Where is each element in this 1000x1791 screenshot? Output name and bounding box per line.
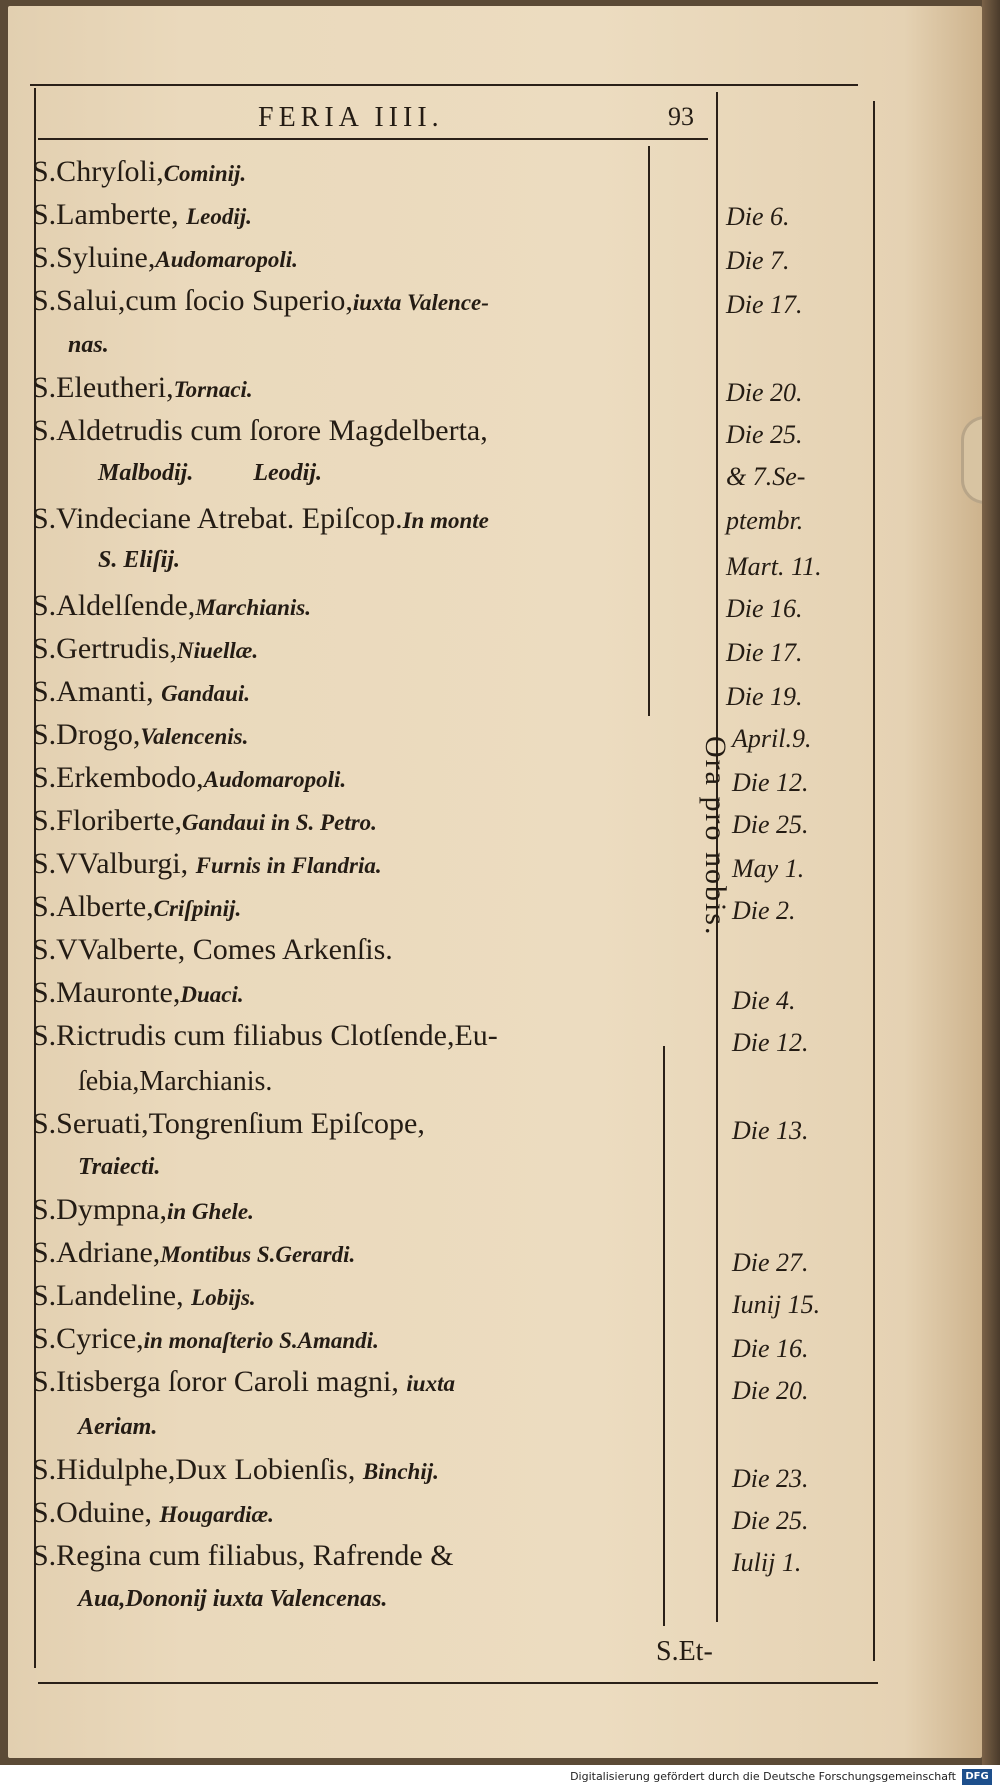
date: Die 13. [732,1116,809,1145]
entry: S.Lamberte, Leodij. [32,198,252,231]
entry: S.VValburgi, Furnis in Flandria. [32,847,382,880]
entry: S.Erkembodo,Audomaropoli. [32,761,347,794]
date: April.9. [732,724,812,753]
date: Die 16. [732,1334,809,1363]
entry: S.Amanti, Gandaui. [32,675,251,708]
entry: S.Dympna,in Ghele. [32,1193,254,1226]
header-rule [38,138,708,140]
entry: S.Aldetrudis cum ſorore Magdelberta, [32,414,488,447]
date: Die 25. [732,810,809,839]
date: Die 27. [732,1248,809,1277]
entry-continuation: S. Eliſij. [98,547,181,573]
date: Die 16. [726,594,803,623]
entry: S.Hidulphe,Dux Lobienſis, Binchij. [32,1453,439,1486]
page-number: 93 [668,102,694,131]
footer-bar [0,1765,1000,1791]
entry: S.Regina cum filiabus, Rafrende & [32,1539,454,1572]
date: Die 2. [732,896,796,925]
entry: S.Chryſoli,Cominij. [32,155,247,188]
date: Iulij 1. [732,1548,802,1577]
column-rule-1 [648,146,650,716]
entry: S.Aldelſende,Marchianis. [32,589,311,622]
entry: S.Syluine,Audomaropoli. [32,241,298,274]
entry: S.Itisberga ſoror Caroli magni, iuxta [32,1365,455,1398]
date: Iunij 15. [732,1290,821,1319]
bottom-rule [38,1682,878,1684]
dfg-logo-icon: DFG [962,1769,992,1785]
date: Die 17. [726,290,803,319]
entry: S.Alberte,Criſpinij. [32,890,242,923]
date: ptembr. [726,506,804,535]
footer-credit: Digitalisierung gefördert durch die Deutsche Forschungsgemeinschaft [570,1770,956,1783]
top-rule [30,84,858,86]
entry-continuation: Traiecti. [78,1154,161,1180]
page-header [38,98,708,138]
entry-continuation: Aua,Dononij iuxta Valencenas. [78,1586,388,1612]
entry: S.Drogo,Valencenis. [32,718,249,751]
date: Die 20. [726,378,803,407]
date: Die 23. [732,1464,809,1493]
entry: S.Oduine, Hougardiæ. [32,1496,274,1529]
entry: S.Gertrudis,Niuellæ. [32,632,259,665]
entry-continuation: ſebia,Marchianis. [78,1066,273,1097]
entry: S.Cyrice,in monaſterio S.Amandi. [32,1322,379,1355]
date: Die 4. [732,986,796,1015]
date: Die 12. [732,768,809,797]
date: Die 6. [726,202,790,231]
date: Die 17. [726,638,803,667]
entry: S.Floriberte,Gandaui in S. Petro. [32,804,377,837]
entry: S.Seruati,Tongrenſium Epiſcope, [32,1107,425,1140]
date: & 7.Se- [726,462,806,491]
entry-continuation: nas. [68,332,109,358]
date: Die 19. [726,682,803,711]
page-edge [982,0,1000,1765]
entry: S.Mauronte,Duaci. [32,976,244,1009]
entry: S.Salui,cum ſocio Superio,iuxta Valence- [32,284,489,317]
entry: S.Adriane,Montibus S.Gerardi. [32,1236,356,1269]
entry: S.Landeline, Lobijs. [32,1279,256,1312]
entry: S.Vindeciane Atrebat. Epiſcop.In monte [32,502,489,535]
date: Die 12. [732,1028,809,1057]
date: Die 25. [726,420,803,449]
book-page [8,6,982,1758]
date: Die 7. [726,246,790,275]
right-border [873,101,875,1661]
running-head: FERIA IIII. [258,102,444,133]
entry-continuation: Malbodij. Leodij. [98,460,322,486]
refrain-text: Ora pro nobis. [699,736,732,937]
entry-continuation: Aeriam. [78,1414,158,1440]
date: Mart. 11. [726,552,822,581]
date: May 1. [732,854,805,883]
catchword: S.Et- [656,1636,713,1667]
entry: S.Eleutheri,Tornaci. [32,371,253,404]
column-rule-2 [663,1046,665,1626]
date: Die 25. [732,1506,809,1535]
entry: S.VValberte, Comes Arkenſis. [32,933,393,966]
date: Die 20. [732,1376,809,1405]
entry: S.Rictrudis cum filiabus Clotſende,Eu- [32,1019,498,1052]
